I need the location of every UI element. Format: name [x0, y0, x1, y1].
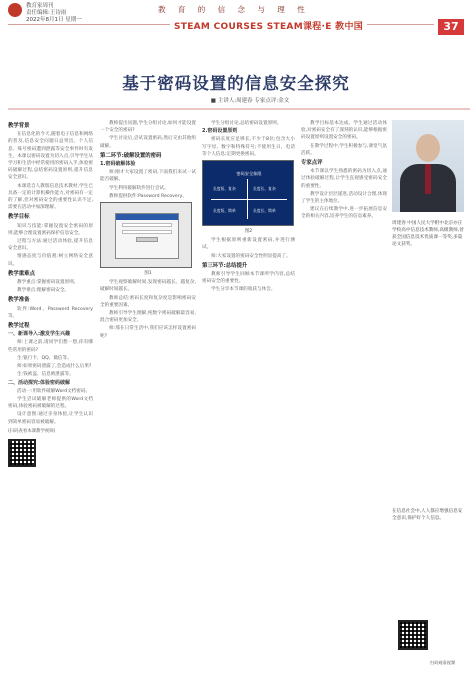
software-window	[115, 213, 179, 259]
paragraph: 学生根据原则重新设置密码,并进行测试。	[202, 238, 295, 251]
article-authors: ■ 主讲人:周建春 专家点评:金文	[210, 98, 290, 104]
paragraph: 教师引导学生理解,纯数字密码破解最容易,混合密码更加安全。	[100, 311, 196, 324]
paragraph: 学生尝试破解老师提供的Word文档密码,体验密码被破解的过程。	[8, 396, 93, 410]
column-2	[100, 120, 196, 341]
column-5-note: 在信息社会中,人人都应增强信息安全意识,保护好个人信息。	[392, 509, 463, 521]
paragraph: 教师提供软件:Password Recovery。	[109, 193, 187, 199]
paragraph: 教学目标基本达成。学生通过活动体验,对密码安全有了深刻的认识,能够根据密码设置原则设置安全的密码。	[301, 121, 387, 141]
subsection-heading: 一、新课导入:激发学生兴趣	[8, 331, 71, 338]
paragraph: 学生观察破解时间,发现密码越长、越复杂,破解时间越长。	[100, 280, 196, 293]
paragraph: 师:大家设置的密码安全性明显提高了。	[211, 253, 291, 259]
paragraph: 生:钱被盗、信息被泄露等。	[17, 372, 74, 378]
lesson-qr-code[interactable]	[8, 439, 36, 467]
section-heading: 专家点评	[301, 160, 323, 167]
paragraph: 教学设计层层递进,活动设计合理,体现了学生的主体地位。	[301, 191, 387, 205]
column-5	[392, 120, 464, 522]
article-title: 基于密码设置的信息安全探究	[122, 74, 350, 93]
subsection-heading: 1.密码破解体验	[100, 161, 136, 168]
paragraph: 教学难点:理解密码安全。	[17, 288, 70, 294]
masthead-line3: 2022年8月1日 星期一	[26, 17, 82, 23]
section-heading: 教学背景	[8, 123, 30, 129]
crack-button	[136, 237, 158, 242]
section-heading: 第三环节:总结提升	[202, 262, 248, 269]
fig2-q4: 长度长、简单	[253, 208, 276, 214]
newspaper-logo-icon	[8, 3, 22, 17]
paragraph: 教师引导学生回顾本节课所学内容,总结密码安全的重要性。	[202, 272, 295, 285]
paragraph: 教师总结:密码长度和复杂度是影响密码安全的重要因素。	[100, 295, 196, 308]
column-1	[8, 120, 93, 467]
figure-caption: 图1	[144, 271, 152, 277]
section-band	[0, 19, 472, 31]
author-bio: 周建春 中国人民大学附中北京亦庄学校高中信息技术教师,高级教师,曾获全国信息技术优质课一等奖,多篇论文获奖。	[392, 221, 464, 247]
author-photo	[392, 120, 464, 212]
paragraph: 教学重点:掌握密码设置原则。	[17, 280, 79, 286]
page-motto: 教 育 的 信 念 与 理 性	[158, 5, 310, 14]
page-number: 37	[438, 19, 464, 35]
paragraph: 本课选自人教版信息技术教材,学生已具备一定的计算机操作能力,对密码有一定的了解,但对密码安全的重要性认识不足,需要在活动中加深理解。	[8, 183, 93, 211]
section-heading: 教学过程	[8, 323, 30, 330]
fig2-title: 密码安全象限	[236, 171, 262, 177]
section-heading: 教学目标	[8, 214, 30, 221]
column-3	[202, 120, 295, 295]
paragraph: 学生利用破解软件进行尝试。	[109, 185, 169, 191]
figure-2-quadrant	[202, 160, 294, 226]
masthead-line1: 教育家周刊	[26, 3, 54, 9]
paragraph: 密码长度应足够长,不少于8位;包含大小写字母、数字和特殊符号;不使用生日、电话等个人信息;定期更换密码。	[202, 137, 295, 157]
qr-label: 扫码观看视频	[430, 660, 456, 665]
paragraph: 师:如果密码泄露了,会造成什么后果?	[17, 364, 92, 370]
paragraph: 生:银行卡、QQ、微信等。	[17, 355, 72, 361]
paragraph: 学生讨论后,尝试设置密码,然后交由其他组破解。	[100, 136, 196, 149]
paragraph: 师:刚才大家设置了密码,下面我们来试一试能否破解。	[100, 170, 196, 183]
paragraph: 学生分享本节课的收获与体会。	[211, 287, 276, 293]
fig2-q3: 长度短、简单	[213, 208, 236, 214]
section-heading: 教学准备	[8, 297, 30, 304]
paragraph: 建议在后续教学中,进一步拓展信息安全的相关内容,培养学生的信息素养。	[301, 207, 387, 220]
figure-1-screenshot	[100, 202, 192, 268]
title-divider	[0, 105, 472, 113]
video-note: (扫码查看本课教学视频)	[8, 428, 56, 434]
paragraph: 活动一:用软件破解Word文档密码。	[17, 388, 91, 394]
paragraph: 教师提出问题,学生分组讨论,如何才能设置一个安全的密码?	[100, 121, 196, 134]
paragraph: 学生分组讨论,总结密码设置原则。	[211, 121, 282, 126]
window-titlebar	[116, 214, 178, 220]
subsection-heading: 2.密码设置原则	[202, 128, 238, 135]
paragraph: 知识与技能:掌握设置安全密码的原则,能够合理设置密码保护信息安全。	[8, 223, 93, 236]
paragraph: 在信息化的今天,随着电子信息和网络的普及,信息安全问题日益突出。个人信息、账号密码遭到泄露等安全事件时有发生。本课以密码设置为切入点,引导学生从学习和生活中经常使用的密码入手,体验密码破解过程,总结密码设置原则,提升信息安全意识。	[8, 132, 93, 181]
subsection-heading: 二、活动探究:体验密码破解	[8, 379, 71, 386]
paragraph: 在教学过程中,学生积极参与,课堂气氛活跃。	[301, 143, 387, 156]
fig2-q2: 长度长、复杂	[253, 186, 276, 192]
paragraph: 软件:Word、Password Recovery等。	[8, 306, 93, 319]
column-4	[301, 120, 387, 222]
video-qr-code[interactable]	[398, 620, 428, 650]
paragraph: 过程与方法:通过活动体验,提升信息安全意识。	[8, 239, 93, 252]
masthead-line2: 责任编辑:王诗雨	[26, 10, 67, 16]
section-heading: 第二环节:破解设置的密码	[100, 152, 162, 159]
paragraph: 师:那在日常生活中,我们应该怎样设置密码呢?	[100, 326, 196, 339]
password-field	[122, 223, 172, 227]
fig2-q1: 长度短、复杂	[213, 186, 236, 192]
paragraph: 师:上课之前,请同学们想一想,你有哪些常用的密码?	[8, 340, 93, 353]
section-heading: 教学重难点	[8, 270, 35, 277]
fig2-horizontal-axis	[211, 199, 287, 200]
section-tag: STEAM COURSES STEAM课程·E 教中国	[170, 19, 367, 32]
file-field	[122, 230, 172, 234]
paragraph: 本节课以学生熟悉的密码为切入点,通过体验破解过程,让学生直观感受密码安全的重要性。	[301, 169, 387, 189]
paragraph: 情感态度与价值观:树立网络安全意识。	[8, 254, 93, 267]
figure-caption: 图2	[244, 229, 253, 235]
paragraph: 设计意图:通过亲身体验,让学生认识到简单密码容易被破解。	[8, 412, 93, 425]
